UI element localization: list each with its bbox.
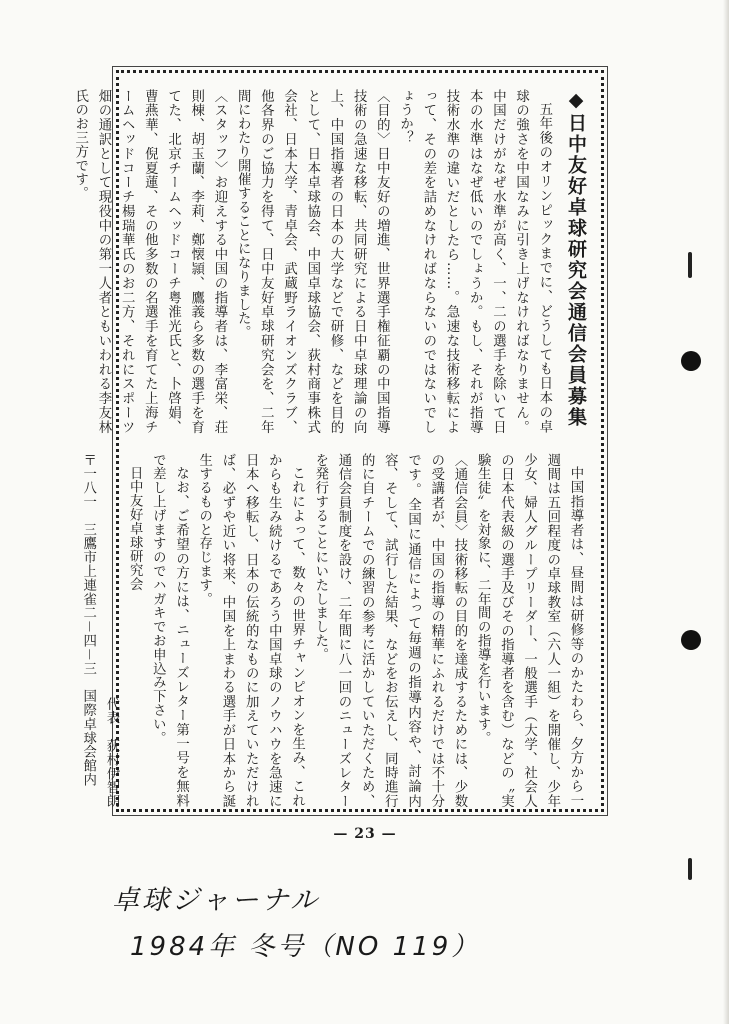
article-headline: ◆日中友好卓球研究会通信会員募集 [565, 89, 587, 428]
handwritten-source-title: 卓球ジャーナル [112, 885, 321, 916]
article-top-block [72, 89, 587, 434]
article-frame [72, 70, 604, 812]
page-number: — 23 — [333, 826, 397, 842]
article-paragraph-schedule: 中国指導者は、昼間は研修等のかたわら、夕方から一週間は五回程度の卓球教室（六人一組）を開催し、少年少女、婦人グループリーダー、一般選手（大学、社会人の日本代表級の選手及びその指導者を含む）などの〝実験生徒〟を対象に、二年間の指導を行います。 [475, 453, 583, 808]
article-paragraph-members: 〈通信会員〉技術移転の目的を達成するためには、少数の受講者が、中国の指導の精華にふれるだけでは不十分です。全国に通信によって毎週の指導内容や、討論内容、そして、試行した結果、などをお伝えし、同時進行的に自チームでの練習の参考に活かしていただくため、通信会員制度を設け、二年間に八一回のニューズレターを発行することにいたしました。 [312, 453, 467, 808]
postal-address: 〒一八一 三鷹市上連雀二－四－三 国際卓球会館内 [80, 453, 96, 787]
binder-hole-icon [681, 351, 701, 371]
article-paragraph-intro: 五年後のオリンピックまでに、どうしても日本の卓球の強さを中国なみに引き上げなければなりません。中国だけがなぜ水準が高く、一、二の選手を除いて日本の水準はなぜ低いのでしょうか。もし、それが指導技術水準の違いだとしたら……。急速な技術移転によって、その差を詰めなければならないのではないでしょうか？ [397, 89, 552, 434]
margin-mark-icon [688, 252, 692, 278]
representative-name: 代表 荻村伊智朗 [103, 696, 119, 808]
margin-mark-icon [688, 858, 692, 880]
binder-hole-icon [681, 630, 701, 650]
article-paragraph-offer: なお、ご希望の方には、ニューズレター第一号を無料で差し上げますのでハガキでお申込み下さい。 [150, 453, 189, 808]
article-paragraph-staff: 〈スタッフ〉お迎えする中国の指導者は、李富栄、荘則棟、胡玉蘭、李莉、鄭懐頴、鷹義ら多数の選手を育てた、北京チームヘッドコーチ粤淮光氏と、卜啓娟、曹燕華、倪夏蓮、その他多数の名選手を育てた上海チームヘッドコーチ楊瑞華氏のお二方、それにスポーツ畑の通訳として現役中の第一人者ともいわれる李友林氏のお三方です。 [72, 89, 227, 434]
article-paragraph-purpose: 〈目的〉日中友好の増進、世界選手権征覇の中国指導技術の急速な移転、共同研究による日中卓球理論の向上、中国指導者の日本の大学などで研修、などを目的として、日本卓球協会、中国卓球協会、荻村商事株式会社、日本大学、青卓会、武蔵野ライオンズクラブ、他各界のご協力を得て、日中友好卓球研究会を、二年間にわたり開催することになりました。 [235, 89, 390, 434]
article-bottom-block [80, 453, 587, 808]
handwritten-issue-note: 1984年 冬号（NO 119） [130, 932, 481, 962]
organization-name: 日中友好卓球研究会 [127, 466, 143, 592]
scan-edge-shadow [723, 0, 729, 1024]
article-paragraph-outlook: これによって、数々の世界チャンピオンを生み、これからも生み続けるであろう中国卓球のノウハウを急速に日本へ移転し、日本の伝統的なものに加えていただければ、必ずや近い将来、中国を上まわる選手が日本から誕生するものと存じます。 [196, 453, 305, 808]
